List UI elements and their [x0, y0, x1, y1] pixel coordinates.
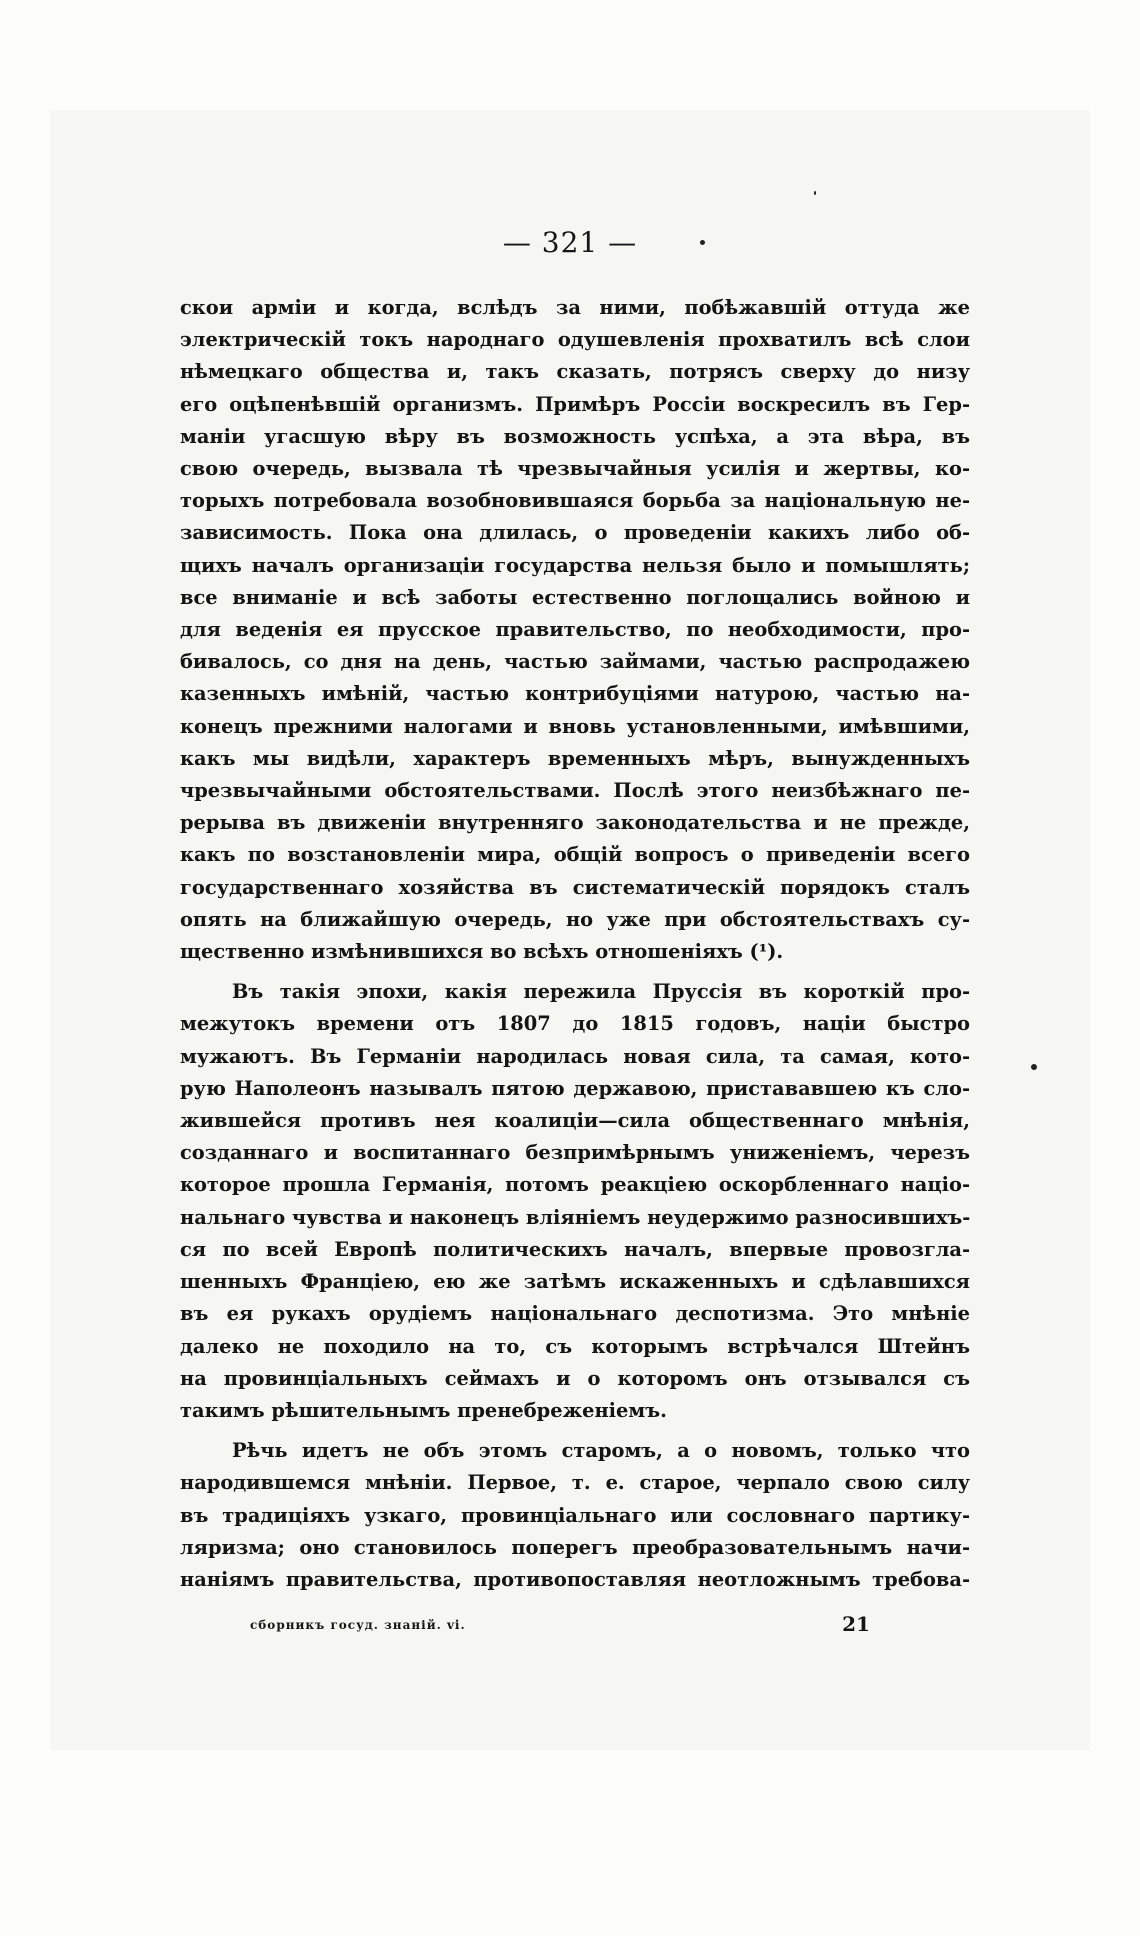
- text-line: государственнаго хозяйства въ систематическій порядокъ сталъ: [180, 875, 970, 899]
- text-line: чрезвычайными обстоятельствами. Послѣ этого неизбѣжнаго пе-: [180, 779, 970, 803]
- text-line: такимъ рѣшительнымъ пренебреженіемъ.: [180, 1398, 667, 1422]
- text-line: межутокъ времени отъ 1807 до 1815 годовъ, націи быстро: [180, 1012, 970, 1036]
- text-line: ся по всей Европѣ политическихъ началъ, впервые провозгла-: [180, 1237, 970, 1261]
- main-text: [180, 292, 970, 1596]
- text-line: въ ея рукахъ орудіемъ національнаго деспотизма. Это мнѣніе: [180, 1302, 970, 1326]
- text-line: созданнаго и воспитаннаго безпримѣрнымъ униженіемъ, черезъ: [180, 1141, 970, 1165]
- text-line: электрическій токъ народнаго одушевленія прохватилъ всѣ слои: [180, 328, 970, 352]
- text-line: нѣмецкаго общества и, такъ сказать, потрясъ сверху до низу: [180, 360, 970, 384]
- text-line: на провинціальныхъ сеймахъ и о которомъ онъ отзывался съ: [180, 1366, 970, 1390]
- text-line: конецъ прежними налогами и вновь установленными, имѣвшими,: [180, 714, 970, 738]
- text-line: народившемся мнѣніи. Первое, т. е. старое, черпало свою силу: [180, 1471, 970, 1495]
- text-line: бивалось, со дня на день, частью займами, частью распродажею: [180, 650, 970, 674]
- text-line: шенныхъ Франціею, ею же затѣмъ искаженныхъ и сдѣлавшихся: [180, 1270, 970, 1294]
- text-line: все вниманіе и всѣ заботы естественно поглощались войною и: [180, 585, 970, 609]
- text-line: опять на ближайшую очередь, но уже при обстоятельствахъ су-: [180, 907, 970, 931]
- text-line: щихъ началъ организаціи государства нельзя было и помышлять;: [180, 553, 970, 577]
- text-line: щественно измѣнившихся во всѣхъ отношеніяхъ (¹).: [180, 940, 784, 964]
- text-line: рерыва въ движеніи внутренняго законодательства и не прежде,: [180, 811, 970, 835]
- text-line: свою очередь, вызвала тѣ чрезвычайныя усилія и жертвы, ко-: [180, 457, 970, 481]
- paragraph-2: [180, 976, 970, 1427]
- text-line: Рѣчь идетъ не объ этомъ старомъ, а о новомъ, только что: [232, 1439, 970, 1463]
- scan-speck: [700, 240, 705, 245]
- text-line: Въ такія эпохи, какія пережила Пруссія въ короткій про-: [232, 980, 970, 1004]
- text-line: для веденія ея прусское правительство, по необходимости, про-: [180, 618, 970, 642]
- text-line: жившейся противъ нея коалиціи—сила общественнаго мнѣнія,: [180, 1109, 970, 1133]
- text-line: зависимость. Пока она длилась, о проведеніи какихъ либо об-: [180, 521, 970, 545]
- text-line: рую Наполеонъ называлъ пятою державою, пристававшею къ сло-: [180, 1076, 970, 1100]
- scan-speck: [1031, 1064, 1037, 1070]
- text-line: его оцѣпенѣвшій организмъ. Примѣръ Россіи воскресилъ въ Гер-: [180, 392, 970, 416]
- text-line: нальнаго чувства и наконецъ вліяніемъ неудержимо разносившихъ-: [180, 1205, 970, 1229]
- paragraph-1: [180, 292, 970, 968]
- sheet-number: 21: [842, 1612, 870, 1636]
- signature-mark: сборникъ госуд. знаній. vi.: [250, 1618, 466, 1632]
- text-line: какъ мы видѣли, характеръ временныхъ мѣръ, вынужденныхъ: [180, 746, 970, 770]
- text-line: скои арміи и когда, вслѣдъ за ними, побѣжавшій оттуда же: [180, 296, 970, 319]
- text-line: казенныхъ имѣній, частью контрибуціями натурою, частью на-: [180, 682, 970, 706]
- text-line: торыхъ потребовала возобновившаяся борьба за національную не-: [180, 489, 970, 513]
- page-number-header: — 321 —: [502, 226, 638, 259]
- text-line: ляризма; оно становилось поперегъ преобразовательнымъ начи-: [180, 1535, 970, 1559]
- text-line: какъ по возстановленіи мира, общій вопросъ о приведеніи всего: [180, 843, 970, 867]
- text-line: маніи угасшую вѣру въ возможность успѣха, а эта вѣра, въ: [180, 424, 970, 448]
- text-line: въ традиціяхъ узкаго, провинціальнаго или сословнаго партику-: [180, 1503, 970, 1527]
- text-line: наніямъ правительства, противопоставляя неотложнымъ требова-: [180, 1567, 970, 1591]
- text-line: мужаютъ. Въ Германіи народилась новая сила, та самая, кото-: [180, 1044, 970, 1068]
- scan-speck: [814, 191, 816, 195]
- page-footer: [250, 1612, 870, 1642]
- text-line: далеко не походило на то, съ которымъ встрѣчался Штейнъ: [180, 1334, 970, 1358]
- paragraph-3: [180, 1435, 970, 1596]
- text-line: которое прошла Германія, потомъ реакціею оскорбленнаго націо-: [180, 1173, 970, 1197]
